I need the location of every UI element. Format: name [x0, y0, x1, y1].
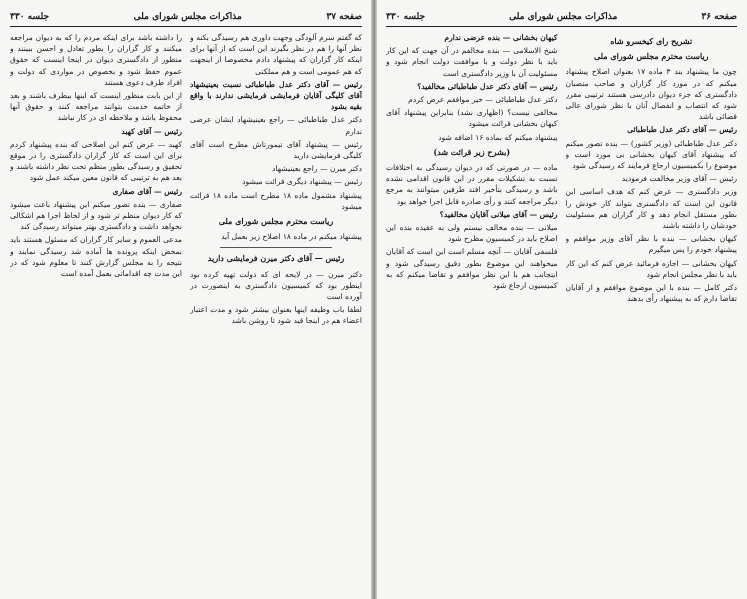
right-page	[376, 0, 747, 599]
paragraph: کهبد — عرض کنم این اصلاحی که بنده پیشنهاد کردم برای این است که کار گزاران دادگستری را در موقع تحقیق و رسیدگی بطور منظم تحت نظر داشته باشند و بعد هم به ترتیبی که قانون معین میکند عمل شود	[10, 139, 182, 183]
left-page-number: صفحه ۳۷	[326, 12, 362, 22]
paragraph: فلسفی آقایان — آنچه مسلم است این است که آقایان میخواهند این موضوع بطور دقیق رسیدگی شود و اینجانب هم با این نظر موافقم و تقاضا میکنم که به کمیسیون ارجاع شود	[386, 247, 558, 291]
paragraph: میلانی — بنده مخالف نیستم ولی به عقیده بنده این اصلاح باید در کمیسیون مطرح شود	[386, 223, 558, 244]
right-page-columns	[386, 32, 737, 593]
paragraph: دکتر عدل طباطبائی — خیر موافقم عرض کردم	[408, 95, 558, 105]
left-page-header	[10, 8, 362, 27]
paragraph: رئیس — آقای دکتر عدل طباطبائی نسبت بعینیشهاد آقای کلیگی آقایان فرمایشی فرمایشی ندارند با واقع بقیه بشود	[190, 79, 362, 112]
paragraph: دکتر میرن — در لایحه ای که دولت تهیه کرده بود اینطور بود که کمیسیون دادگستری به اینصورت در آورده است	[190, 269, 362, 302]
paragraph: پیشنهاد میکنم در ماده ۱۸ اصلاح زیر بعمل آید	[221, 232, 362, 242]
right-page-header	[386, 8, 737, 27]
section-heading: (بشرح زیر قرائت شد)	[433, 146, 511, 157]
divider	[220, 247, 332, 248]
left-running-title: مذاکرات مجلس شورای ملی	[133, 12, 242, 22]
right-column-right	[566, 32, 738, 593]
paragraph: ماده — در صورتی که در دیوان رسیدگی به اختلافات نسبت به تشکیلات مقرر در این قانون اقدامی نشده باشد و رسیدگی بتأخیر افتد طرفین میتوانند به مرجع دیگر مراجعه کنند و رأی صادره قابل اجرا خواهد بود	[386, 163, 558, 206]
right-page-number: صفحه ۳۶	[701, 12, 737, 22]
paragraph: پیشنهاد مشمول ماده ۱۸ مطرح است ماده ۱۸ قرائت میشود	[190, 190, 362, 211]
paragraph: دکتر عدل طباطبائی — راجع بعینیشهاد ایشان عرضی ندارم	[190, 115, 362, 136]
paragraph: رئیس — آقای کهبد	[121, 126, 182, 136]
paragraph: رئیس — آقای میلانی آقایان مخالفید؟	[439, 209, 558, 219]
paragraph: مخالفی نیست؟ (اظهاری نشد) بنابراین پیشنهاد آقای کیهان بخشانی قرائت میشود	[386, 108, 558, 129]
paragraph: مدعی العموم و سایر کار گزاران که مسئول هستند باید بمحض اینکه پرونده ها آماده شد رسیدگی نمایند و نتیجه را به مجلس گزارش کنند تا معلوم شود که در این مدت چه اقداماتی بعمل آمده است	[10, 235, 182, 279]
paragraph: رئیس — آقای دکتر عدل طباطبائی	[627, 125, 737, 135]
left-column-left	[10, 32, 182, 593]
paragraph: از این بابت منظور اینست که اینها بیطرف باشند و بعد از خاتمه خدمت بتوانند مراجعه کنند و حقوق آنها محفوظ باشد و ملاحظه ای در کار نباشد	[10, 91, 182, 123]
speaker-heading: رئیس — آقای دکتر میرن فرمایشی دارید	[207, 253, 345, 264]
paragraph: دکتر میرن — راجع بعینیشهاد	[272, 164, 362, 174]
paragraph: دکتر کامل — بنده با این موضوع موافقم و از آقایان تقاضا دارم که به پیشنهاد رأی بدهند	[565, 283, 737, 304]
paragraph: شیخ الاسلامی — بنده مخالفم در آن جهت که این کار باید با نظر دولت و با موافقت دولت انجام شود و مسئولیت آن با وزیر دادگستری است	[386, 46, 558, 78]
paragraph: رئیس — پیشنهاد آقای تیمورتاش مطرح است آقای کلیگی فرمایشی دارید	[190, 139, 362, 161]
paragraph: را داشته باشد برای اینکه مردم را که به دیوان مراجعه میکنند و کار گزاران را بطور تعادل و احسن ببینند و منظور از دادگستری دیوان در اینجا اینست که حقوق عموم حفظ شود و بخصوص در مواردی که دولت و افراد طرف دعوی هستند	[10, 33, 182, 87]
paragraph: پیشنهاد میکنم که بماده ۱۶ اضافه شود	[438, 132, 558, 142]
paragraph: چون ما پیشنهاد بند ۳ ماده ۱۷ بعنوان اصلاح پیشنهاد میکنم که در مورد کار گزاران و صاحب منصبان دادگستری که جزء دیوان دادرسی هستند ترتیبی مقرر شود که انتصاب و انفصال آنان با نظر شورای عالی قضائی باشد	[565, 67, 737, 122]
right-column-left	[386, 32, 558, 593]
paragraph: کیهان بخشانی — اجازه فرمائید عرض کنم که این کار باید با نظر مجلس انجام شود	[565, 258, 737, 279]
paragraph: دکتر عدل طباطبائی (وزیر کشور) — بنده تصور میکنم که پیشنهاد آقای کیهان بخشانی بی مورد است و موضوع را بکمیسیون ارجاع فرمایند که رسیدگی شود	[565, 138, 737, 171]
paragraph: رئیس — آقای صفاری	[112, 186, 182, 196]
right-session-label: جلسه ۳۳۰	[386, 12, 426, 22]
right-running-title: مذاکرات مجلس شورای ملی	[509, 12, 618, 22]
paragraph: کیهان بخشانی — بنده عرضی ندارم	[444, 33, 558, 42]
section-heading: ریاست محترم مجلس شورای ملی	[593, 51, 709, 62]
paragraph: رئیس — آقای وزیر مخالفت فرمودید	[621, 174, 737, 184]
left-page-columns	[10, 32, 362, 593]
paragraph: صفاری — بنده تصور میکنم این پیشنهاد باعث میشود که کار دیوان منظم تر شود و از لحاظ اجرا هم اشکالی نخواهد داشت و دادگستری بهتر میتواند رسیدگی کند	[10, 199, 182, 232]
paragraph: لطفا باب وظیفه اینها بعنوان بیشتر شود و مدت اعتبار اعضاء هم در اینجا قید شود تا روشن باشد	[190, 305, 362, 326]
paragraph: کیهان بخشانی — بنده با نظر آقای وزیر موافقم و پیشنهاد خودم را پس میگیرم	[565, 234, 737, 255]
left-session-label: جلسه ۳۳۰	[10, 12, 50, 22]
paragraph: وزیر دادگستری — عرض کنم که هدف اساسی این قانون این است که دادگستری بتواند کار خودش را بطور مستقل انجام دهد و کار گزاران هم مسئولیت خودشان را داشته باشند	[565, 187, 737, 231]
paragraph: رئیس — آقای دکتر عدل طباطبائی مخالفید؟	[417, 81, 558, 91]
paragraph: رئیس — پیشنهاد دیگری قرائت میشود	[242, 177, 362, 187]
section-heading: تشریح رای کیخسرو شاه	[610, 36, 693, 46]
section-heading: ریاست محترم مجلس شورای ملی	[218, 216, 334, 227]
paragraph: که گفتم سرم آلودگی وجهت داوری هم رسیدگی بکنه و نظر آنها را هم در نظر بگیرند این است که از آنها برای اینکه کار گزاران که پیشنهاد دادم مخصوصا از اینجهت که هم عمومی است و هم مملکتی	[190, 33, 362, 76]
left-page	[0, 0, 372, 599]
left-column-right	[190, 32, 362, 593]
